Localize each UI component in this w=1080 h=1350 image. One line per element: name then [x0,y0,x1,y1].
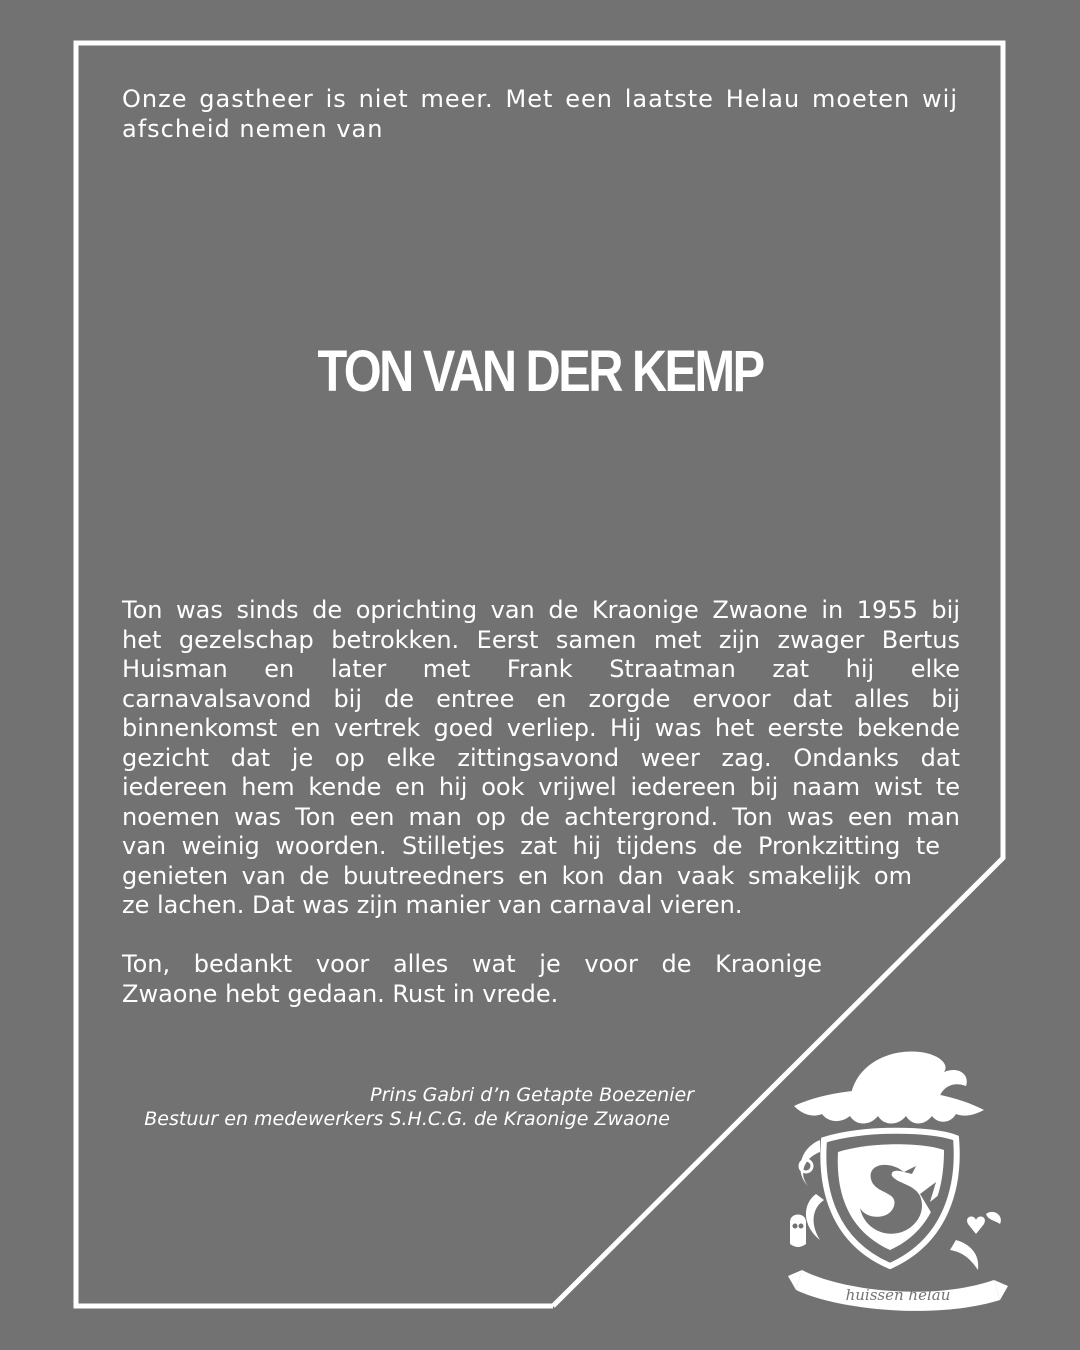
intro-text: Onze gastheer is niet meer. Met een laatste Helau moeten wij afscheid nemen van [122,85,958,143]
bio-line: genieten van de buutreedners en kon dan vaak smakelijk om [122,861,912,890]
bio-line: carnavalsavond bij de entree en zorgde ervoor dat alles bij [122,684,960,713]
bio-line: Huisman en later met Frank Straatman zat hij elke [122,655,960,683]
thanks-line: Ton, bedankt voor alles wat je voor de Kraonige [122,950,822,978]
bio-line: noemen was Ton een man op de achtergrond. Ton was een man [122,802,960,831]
bio-line: gezicht dat je op elke zittingsavond weer zag. Ondanks dat [122,743,960,772]
bio-line: van weinig woorden. Stilletjes zat hij tijdens de Pronkzitting te [122,832,940,860]
signature-line-prince: Prins Gabri d’n Getapte Boezenier [370,1084,694,1106]
crest-banner-text: huissen helau [845,1286,951,1304]
deceased-name: TON VAN DER KEMP [317,339,763,404]
bio-line: binnenkomst en vertrek goed verliep. Hij was het eerste bekende [122,714,960,742]
bio-line: iedereen hem kende en hij ook vrijwel iedereen bij naam wist te [122,773,960,801]
coat-of-arms-logo [780,1044,1012,1316]
bio-line: het gezelschap betrokken. Eerst samen met zijn zwager Bertus [122,625,960,654]
thanks-line: Zwaone hebt gedaan. Rust in vrede. [122,979,559,1008]
signature-line-board: Bestuur en medewerkers S.H.C.G. de Kraonige Zwaone [144,1108,670,1130]
biography-text [122,596,960,921]
signature [120,1083,694,1131]
bio-line: ze lachen. Dat was zijn manier van carnaval vieren. [122,891,743,919]
thanks-text [122,950,822,1009]
bio-line: Ton was sinds de oprichting van de Kraonige Zwaone in 1955 bij [122,596,960,624]
